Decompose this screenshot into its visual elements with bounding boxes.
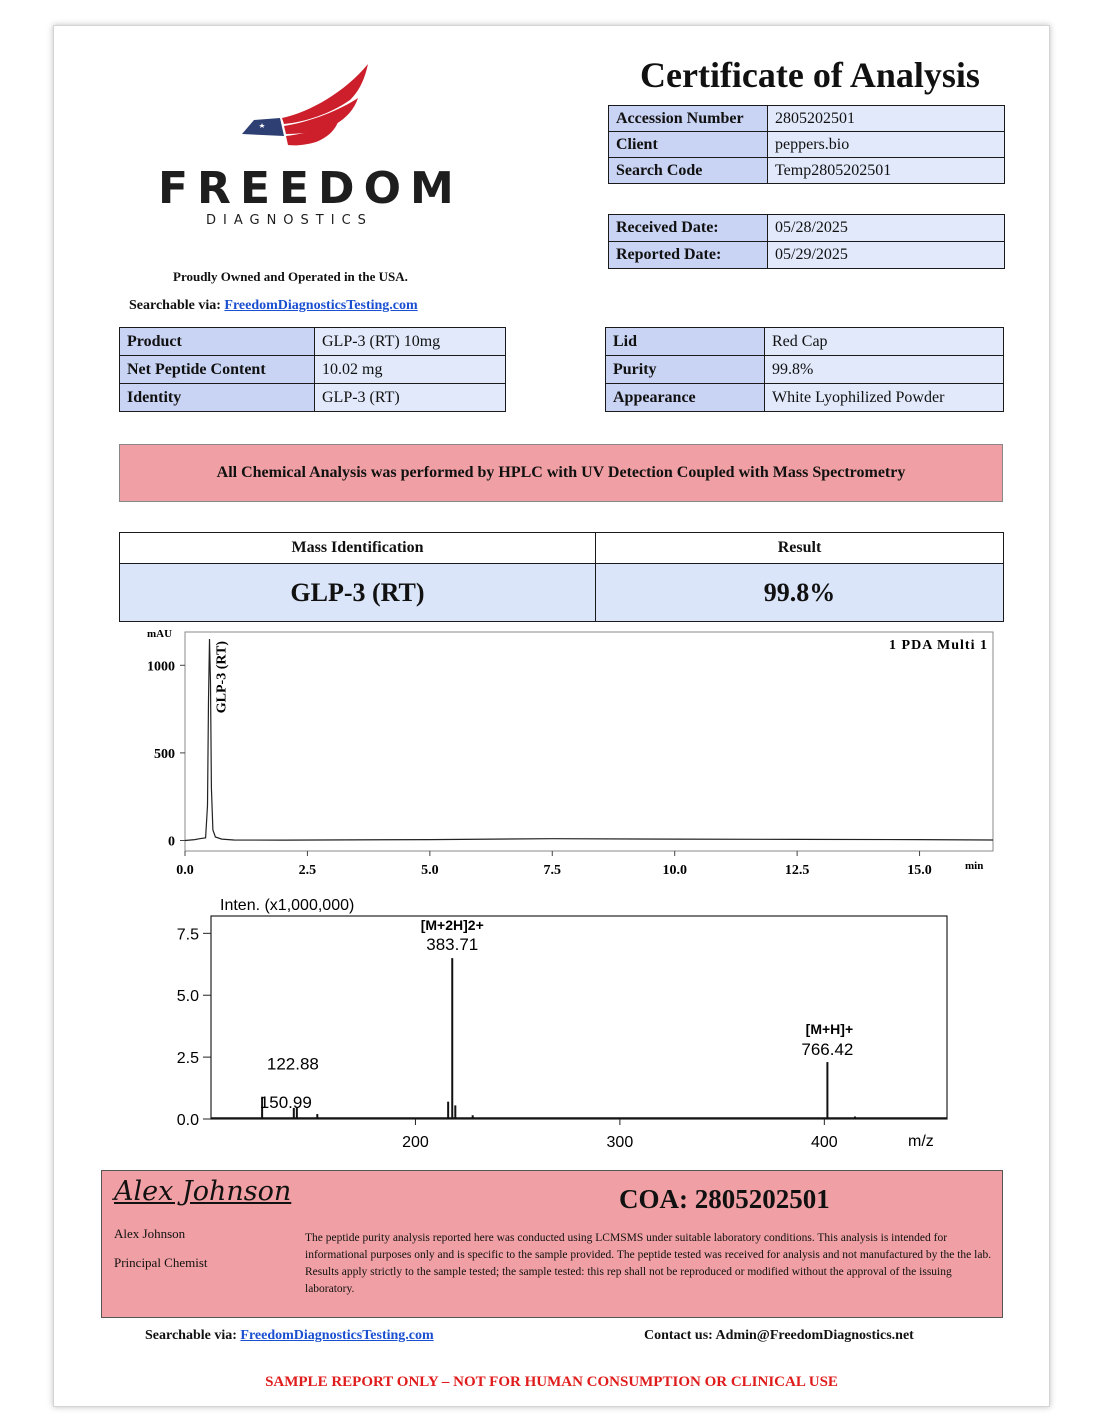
- table-row: [606, 328, 1004, 356]
- table-row: [120, 384, 506, 412]
- table-header-row: [120, 533, 1004, 564]
- website-link[interactable]: FreedomDiagnosticsTesting.com: [224, 298, 418, 313]
- mz-label: 766.42: [801, 1040, 854, 1060]
- purity-result: 99.8%: [596, 564, 1004, 622]
- y-axis-label: Inten. (x1,000,000): [220, 897, 355, 914]
- mz-label: 383.71: [426, 935, 479, 955]
- table-label: Client: [609, 132, 768, 158]
- mz-label: 150.99: [259, 1092, 312, 1112]
- searchable-row: [129, 298, 418, 314]
- accession-table: [608, 105, 1005, 184]
- method-banner: All Chemical Analysis was performed by HPLC with UV Detection Coupled with Mass Spectrometry: [119, 444, 1003, 502]
- x-tick-label: 400: [810, 1134, 838, 1151]
- chemist-name: Alex Johnson: [114, 1226, 186, 1241]
- table-value: 99.8%: [765, 356, 1004, 384]
- table-row: [606, 384, 1004, 412]
- sample-warning: SAMPLE REPORT ONLY – NOT FOR HUMAN CONSUMPTION OR CLINICAL USE: [265, 1374, 838, 1390]
- page-title: Certificate of Analysis: [640, 55, 980, 95]
- ion-label: [M+2H]2+: [420, 917, 484, 934]
- disclaimer: The peptide purity analysis reported here was conducted using LCMSMS under suitable laboratory conditions. This analysis is intended for informational purposes only and is specific to the sample provided. The peptide tested was received for analysis and not manufactured by the the lab. Results apply strictly to the sample tested; the sample tested: this rep shall not be reproduced or modified without the approval of the issuing laboratory.: [305, 1232, 992, 1295]
- table-row: [609, 242, 1005, 269]
- searchable-label: Searchable via:: [145, 1328, 237, 1343]
- table-label: Net Peptide Content: [120, 356, 315, 384]
- column-header: Mass Identification: [120, 533, 596, 564]
- x-tick-label: 12.5: [784, 863, 810, 878]
- mz-label: 122.88: [266, 1054, 319, 1074]
- table-row: [609, 106, 1005, 132]
- plot-frame: [211, 916, 947, 1119]
- contact-email[interactable]: Contact us: Admin@FreedomDiagnostics.net: [644, 1328, 914, 1343]
- table-row: [609, 215, 1005, 242]
- mass-spectrum: [165, 890, 990, 1155]
- table-row: [609, 132, 1005, 158]
- tagline: Proudly Owned and Operated in the USA.: [173, 269, 408, 284]
- table-value: GLP-3 (RT) 10mg: [315, 328, 506, 356]
- table-row: [120, 328, 506, 356]
- x-axis-unit: m/z: [908, 1133, 934, 1150]
- table-row: [609, 158, 1005, 184]
- x-tick-label: 10.0: [662, 863, 687, 878]
- y-tick-label: 500: [154, 746, 175, 762]
- x-tick-label: 5.0: [421, 863, 439, 878]
- table-value: Temp2805202501: [768, 158, 1005, 184]
- plot-frame: [185, 632, 993, 851]
- y-tick-label: 2.5: [176, 1050, 199, 1068]
- table-value: 05/28/2025: [768, 215, 1005, 242]
- y-tick-label: 5.0: [176, 988, 199, 1006]
- y-axis-label: mAU: [147, 628, 173, 640]
- y-tick-label: 0: [168, 834, 175, 850]
- legend-label: 1 PDA Multi 1: [889, 638, 988, 653]
- table-label: Product: [120, 328, 315, 356]
- mass-identification-table: [119, 532, 1004, 622]
- table-value: 10.02 mg: [315, 356, 506, 384]
- table-row: [120, 356, 506, 384]
- y-tick-label: 1000: [147, 659, 175, 675]
- column-header: Result: [596, 533, 1004, 564]
- eagle-flag-logo-icon: [240, 62, 375, 152]
- y-tick-label: 0.0: [176, 1112, 199, 1129]
- table-label: Reported Date:: [609, 242, 768, 269]
- table-label: Accession Number: [609, 106, 768, 132]
- product-table: [119, 327, 506, 412]
- chemist-role: Principal Chemist: [114, 1255, 208, 1270]
- logo-subtitle: DIAGNOSTICS: [206, 213, 373, 228]
- ion-label: [M+H]+: [805, 1021, 854, 1038]
- x-tick-label: 0.0: [176, 863, 194, 878]
- footer-searchable: [145, 1328, 434, 1344]
- table-label: Identity: [120, 384, 315, 412]
- table-value: GLP-3 (RT): [315, 384, 506, 412]
- signature: Alex Johnson: [114, 1176, 292, 1207]
- table-value: 2805202501: [768, 106, 1005, 132]
- logo-wordmark: FREEDOM: [158, 163, 463, 214]
- searchable-label: Searchable via:: [129, 298, 221, 313]
- table-label: Search Code: [609, 158, 768, 184]
- table-value: peppers.bio: [768, 132, 1005, 158]
- coa-number: COA: 2805202501: [619, 1184, 830, 1214]
- x-tick-label: 200: [402, 1134, 429, 1151]
- table-label: Lid: [606, 328, 765, 356]
- x-tick-label: 2.5: [298, 863, 317, 878]
- footer-website-link[interactable]: FreedomDiagnosticsTesting.com: [240, 1328, 434, 1343]
- table-value: Red Cap: [765, 328, 1004, 356]
- table-label: Appearance: [606, 384, 765, 412]
- table-value: 05/29/2025: [768, 242, 1005, 269]
- hplc-chromatogram: [110, 620, 1005, 885]
- dates-table: [608, 214, 1005, 269]
- x-axis-unit: min: [965, 860, 984, 872]
- chromatogram-trace: [185, 639, 993, 841]
- x-tick-label: 15.0: [907, 863, 932, 878]
- attributes-table: [605, 327, 1004, 412]
- table-row: [606, 356, 1004, 384]
- table-label: Purity: [606, 356, 765, 384]
- x-tick-label: 7.5: [543, 863, 562, 878]
- x-tick-label: 300: [606, 1134, 634, 1151]
- peak-label: GLP-3 (RT): [214, 641, 230, 714]
- table-row: [120, 564, 1004, 622]
- y-tick-label: 7.5: [176, 926, 199, 944]
- table-value: White Lyophilized Powder: [765, 384, 1004, 412]
- table-label: Received Date:: [609, 215, 768, 242]
- identity-result: GLP-3 (RT): [120, 564, 596, 622]
